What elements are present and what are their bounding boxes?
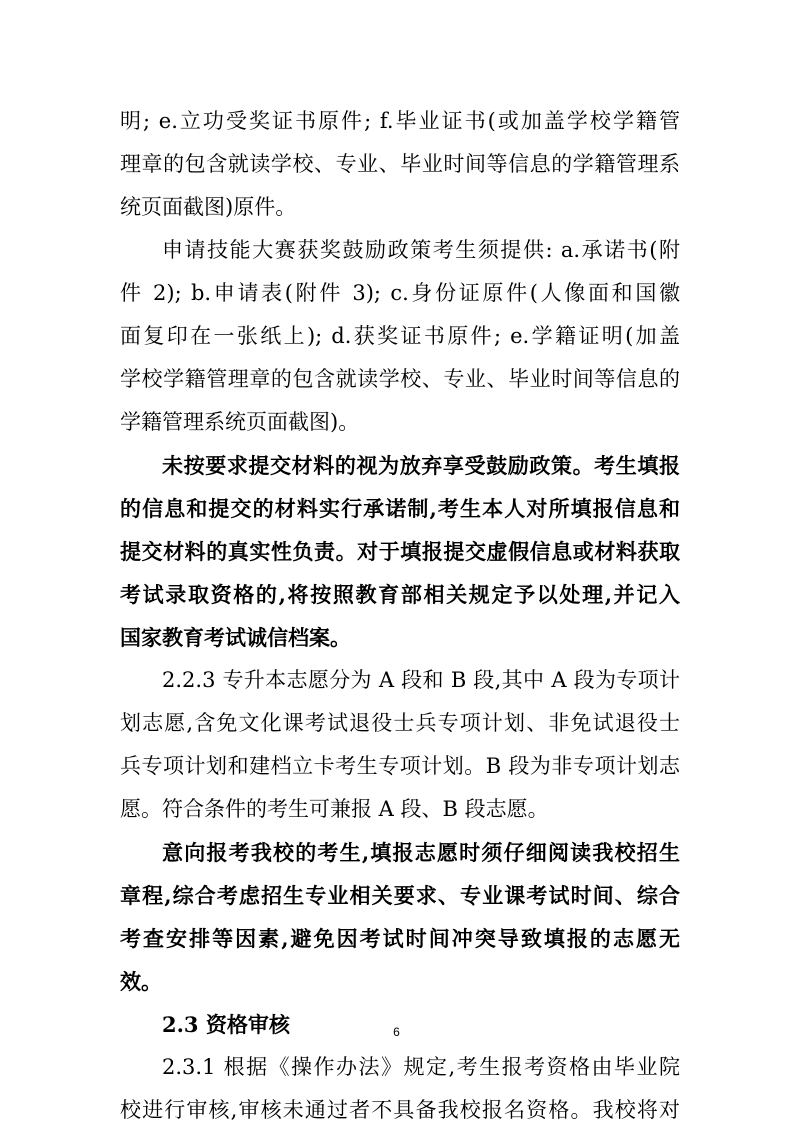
text-line: 考试录取资格的,将按照教育部相关规定予以处理,并记入 <box>120 582 680 607</box>
text-line: 校进行审核,审核未通过者不具备我校报名资格。我校将对 <box>120 1098 680 1122</box>
text-line: 面复印在一张纸上); d.获奖证书原件; e.学籍证明(加盖 <box>120 324 680 348</box>
text-line: 学籍管理系统页面截图)。 <box>120 410 360 434</box>
text-line: 未按要求提交材料的视为放弃享受鼓励政策。考生填报 <box>162 453 680 478</box>
text-line: 2.2.3 专升本志愿分为 A 段和 B 段,其中 A 段为专项计 <box>162 668 680 692</box>
text-line: 申请技能大赛获奖鼓励政策考生须提供: a.承诺书(附 <box>162 238 680 262</box>
text-line: 考查安排等因素,避免因考试时间冲突导致填报的志愿无 <box>120 926 680 951</box>
paragraph <box>120 229 680 444</box>
paragraph <box>120 659 680 831</box>
text-line: 明; e.立功受奖证书原件; f.毕业证书(或加盖学校学籍管 <box>120 109 680 133</box>
text-line: 学校学籍管理章的包含就读学校、专业、毕业时间等信息的 <box>120 367 680 391</box>
text-line: 愿。符合条件的考生可兼报 A 段、B 段志愿。 <box>120 797 549 821</box>
page-number: 6 <box>393 1025 400 1039</box>
text-line: 的信息和提交的材料实行承诺制,考生本人对所填报信息和 <box>120 496 680 521</box>
text-line: 兵专项计划和建档立卡考生专项计划。B 段为非专项计划志 <box>120 754 680 778</box>
paragraph <box>120 1046 680 1132</box>
paragraph <box>120 831 680 1003</box>
paragraph <box>120 100 680 229</box>
paragraph <box>120 444 680 659</box>
text-line: 章程,综合考虑招生专业相关要求、专业课考试时间、综合 <box>120 883 680 908</box>
text-line: 提交材料的真实性负责。对于填报提交虚假信息或材料获取 <box>120 539 680 564</box>
text-line: 理章的包含就读学校、专业、毕业时间等信息的学籍管理系 <box>120 152 680 176</box>
text-line: 意向报考我校的考生,填报志愿时须仔细阅读我校招生 <box>162 840 680 865</box>
text-line: 划志愿,含免文化课考试退役士兵专项计划、非免试退役士 <box>120 711 680 735</box>
text-line: 统页面截图)原件。 <box>120 195 297 219</box>
text-line: 2.3.1 根据《操作办法》规定,考生报考资格由毕业院 <box>162 1055 680 1079</box>
text-line: 2.3 资格审核 <box>162 1012 290 1037</box>
text-line: 件 2); b.申请表(附件 3); c.身份证原件(人像面和国徽 <box>120 281 680 305</box>
text-line: 国家教育考试诚信档案。 <box>120 625 351 650</box>
text-line: 效。 <box>120 969 162 994</box>
